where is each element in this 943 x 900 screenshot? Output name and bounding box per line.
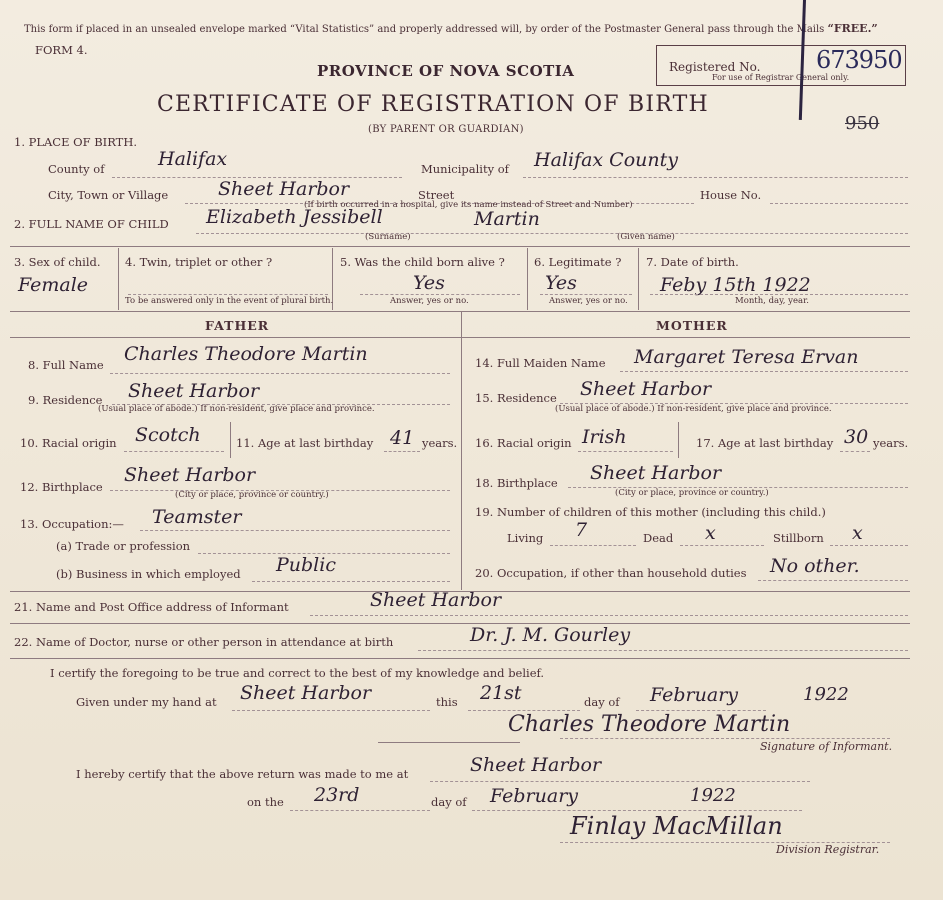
province-heading: PROVINCE OF NOVA SCOTIA (317, 62, 575, 80)
mother-age-label: 17. Age at last birthday (696, 436, 834, 450)
attendant-value: Dr. J. M. Gourley (470, 624, 631, 646)
certify-line: I certify the foregoing to be true and correct to the best of my knowledge and belief. (50, 666, 545, 680)
form-number: FORM 4. (35, 43, 88, 57)
mother-birthplace-label: 18. Birthplace (475, 476, 558, 490)
mother-occupation-value: No other. (770, 555, 860, 577)
dead-value: x (705, 522, 716, 544)
children-label: 19. Number of children of this mother (including this child.) (475, 505, 826, 519)
father-birthplace-label: 12. Birthplace (20, 480, 103, 494)
this-label: this (436, 695, 458, 709)
certificate-subtitle: (BY PARENT OR GUARDIAN) (368, 124, 524, 135)
municipality-label: Municipality of (421, 162, 509, 176)
mother-racial-label: 16. Racial origin (475, 436, 572, 450)
legitimate-note: Answer, yes or no. (549, 296, 628, 306)
father-residence-value: Sheet Harbor (128, 380, 260, 402)
alive-label: 5. Was the child born alive ? (340, 255, 505, 269)
surname-caption: (Surname) (365, 232, 411, 242)
mother-birthplace-value: Sheet Harbor (590, 462, 722, 484)
registrar-signature-label: Division Registrar. (776, 843, 880, 856)
living-value: 7 (575, 519, 588, 541)
legitimate-value: Yes (545, 272, 577, 294)
registrar-signature: Finlay MacMillan (570, 812, 783, 840)
city-value: Sheet Harbor (218, 178, 350, 200)
business-label: (b) Business in which employed (56, 567, 241, 581)
given-day-value: 21st (480, 682, 522, 704)
mother-heading: MOTHER (656, 318, 728, 333)
given-day-of-label: day of (584, 695, 620, 709)
living-label: Living (507, 531, 544, 545)
father-heading: FATHER (205, 318, 270, 333)
registrar-day-value: 23rd (314, 784, 360, 806)
on-the-label: on the (247, 795, 284, 809)
mother-residence-note: (Usual place of abode.) If non-resident, give place and province. (555, 404, 832, 414)
hospital-note: (If birth occurred in a hospital, give its name instead of Street and Number) (304, 200, 633, 210)
place-of-birth-label: 1. PLACE OF BIRTH. (14, 135, 138, 149)
twin-note: To be answered only in the event of plural birth. (125, 296, 334, 306)
mother-age-value: 30 (844, 426, 869, 448)
father-age-years: years. (422, 436, 458, 450)
mother-residence-label: 15. Residence (475, 391, 557, 405)
informant-signature: Charles Theodore Martin (508, 712, 791, 737)
mother-birthplace-note: (City or place, province or country.) (615, 488, 769, 498)
certificate-title: CERTIFICATE OF REGISTRATION OF BIRTH (157, 92, 709, 117)
father-age-label: 11. Age at last birthday (236, 436, 374, 450)
registrar-month-value: February (490, 785, 579, 807)
mother-racial-value: Irish (582, 426, 627, 448)
child-name-label: 2. FULL NAME OF CHILD (14, 217, 169, 231)
corner-number: 950 (845, 113, 880, 134)
father-racial-value: Scotch (135, 424, 201, 446)
mother-name-value: Margaret Teresa Ervan (634, 346, 859, 368)
father-occupation-value: Teamster (152, 506, 242, 528)
father-residence-label: 9. Residence (28, 393, 103, 407)
father-name-label: 8. Full Name (28, 358, 104, 372)
dob-value: Feby 15th 1922 (660, 274, 811, 296)
trade-label: (a) Trade or profession (56, 539, 191, 553)
mother-name-label: 14. Full Maiden Name (475, 356, 606, 370)
informant-value: Sheet Harbor (370, 589, 502, 611)
stillborn-label: Stillborn (773, 531, 824, 545)
given-name-caption: (Given name) (617, 232, 675, 242)
municipality-value: Halifax County (534, 149, 678, 171)
registered-number: 673950 (816, 46, 902, 74)
father-residence-note: (Usual place of abode.) If non-resident, give place and province. (98, 404, 375, 414)
registrar-place-value: Sheet Harbor (470, 754, 602, 776)
registered-sub: For use of Registrar General only. (712, 73, 850, 82)
registrar-line: I hereby certify that the above return was made to me at (76, 767, 409, 781)
father-age-value: 41 (390, 427, 415, 449)
mother-residence-value: Sheet Harbor (580, 378, 712, 400)
postal-notice: This form if placed in an unsealed envelope marked “Vital Statistics” and properly addressed will, by order of the Postmaster General pass through the Mails “FREE.” (24, 22, 878, 35)
given-year-value: 1922 (803, 684, 849, 705)
father-birthplace-note: (City or place, province or country.) (175, 490, 329, 500)
given-under-label: Given under my hand at (76, 695, 217, 709)
house-no-label: House No. (700, 188, 762, 202)
mother-age-years: years. (873, 436, 909, 450)
stillborn-value: x (852, 522, 863, 544)
dob-label: 7. Date of birth. (646, 255, 739, 269)
registrar-day-of-label: day of (431, 795, 467, 809)
father-birthplace-value: Sheet Harbor (124, 464, 256, 486)
father-name-value: Charles Theodore Martin (124, 343, 368, 365)
given-month-value: February (650, 684, 739, 706)
mother-occupation-label: 20. Occupation, if other than household duties (475, 566, 747, 580)
child-given-names: Elizabeth Jessibell (206, 206, 383, 228)
city-label: City, Town or Village (48, 188, 169, 202)
informant-label: 21. Name and Post Office address of Informant (14, 600, 289, 614)
child-surname: Martin (474, 208, 540, 230)
registered-label: Registered No. (669, 60, 761, 74)
alive-value: Yes (413, 272, 445, 294)
dead-label: Dead (643, 531, 674, 545)
father-racial-label: 10. Racial origin (20, 436, 117, 450)
sex-label: 3. Sex of child. (14, 255, 101, 269)
dob-note: Month, day, year. (735, 296, 809, 306)
alive-note: Answer, yes or no. (390, 296, 469, 306)
informant-signature-label: Signature of Informant. (760, 740, 893, 753)
business-value: Public (276, 554, 336, 576)
registrar-year-value: 1922 (690, 785, 736, 806)
legitimate-label: 6. Legitimate ? (534, 255, 622, 269)
father-occupation-label: 13. Occupation:— (20, 517, 124, 531)
twin-label: 4. Twin, triplet or other ? (125, 255, 273, 269)
street-label: Street (418, 188, 455, 202)
attendant-label: 22. Name of Doctor, nurse or other person in attendance at birth (14, 635, 394, 649)
given-place-value: Sheet Harbor (240, 682, 372, 704)
sex-value: Female (18, 274, 89, 296)
county-value: Halifax (158, 148, 228, 170)
county-label: County of (48, 162, 105, 176)
